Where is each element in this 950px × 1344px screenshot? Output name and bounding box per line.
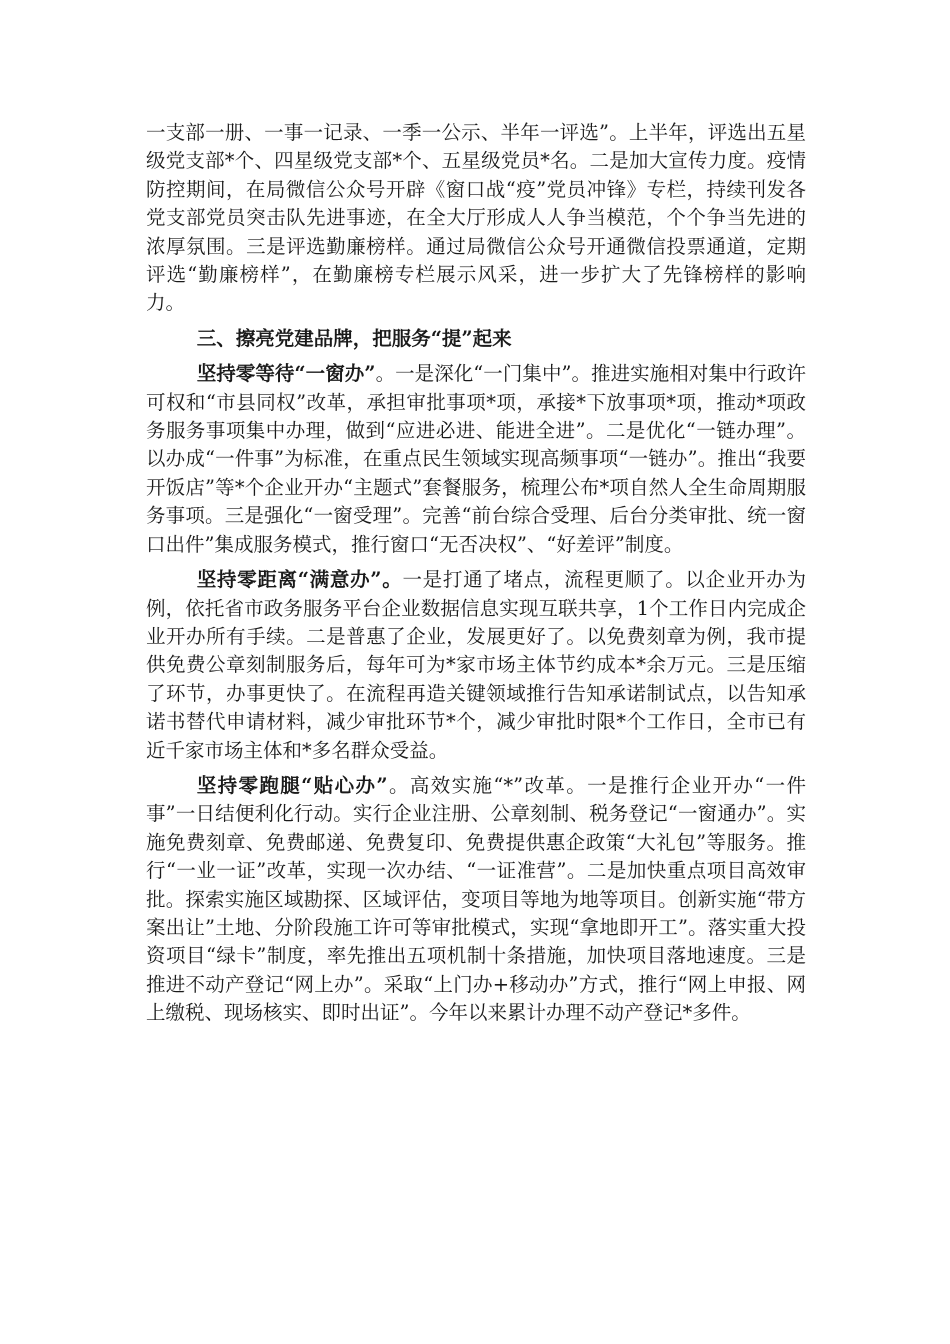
paragraph-body: 。高效实施“*”改革。一是推行企业开办“一件事”一日结便利化行动。实行企业注册、公章刻制、税务登记“一窗通办”。实施免费刻章、免费邮递、免费复印、免费提供惠企政策“大礼包”等服务。推行“一业一证”改革，实现一次办结、“一证准营”。二是加快重点项目高效审批。探索实施区域勘探、区域评估，变项目等地为地等项目。创新实施“带方案出让”土地、分阶段施工许可等审批模式，实现“拿地即开工”。落实重大投资项目“绿卡”制度，率先推出五项机制十条措施，加快项目落地速度。三是推进不动产登记“网上办”。采取“上门办+移动办”方式，推行“网上申报、网上缴税、现场核实、即时出证”。今年以来累计办理不动产登记*多件。 bbox=[146, 773, 806, 1025]
paragraph-lead: 坚持零距离“满意办”。 bbox=[196, 568, 403, 592]
paragraph-body: 一是打通了堵点，流程更顺了。以企业开办为例，依托省市政务服务平台企业数据信息实现互联共享，1个工作日内完成企业开办所有手续。二是普惠了企业，发展更好了。以免费刻章为例，我市提供免费公章刻制服务后，每年可为*家市场主体节约成本*余万元。三是压缩了环节，办事更快了。在流程再造关键领域推行告知承诺制试点，以告知承诺书替代申请材料，减少审批环节*个，减少审批时限*个工作日，全市已有近千家市场主体和*多名群众受益。 bbox=[146, 568, 806, 762]
document-body bbox=[146, 119, 806, 1028]
section-heading: 三、擦亮党建品牌，把服务“提”起来 bbox=[196, 326, 512, 350]
paragraph-zero-distance bbox=[146, 566, 806, 765]
paragraph-body: 。一是深化“一门集中”。推进实施相对集中行政许可权和“市县同权”改革，承担审批事项*项，承接*下放事项*项，推动*项政务服务事项集中办理，做到“应进必进、能进全进”。二是优化“一链办理”。以办成“一件事”为标准，在重点民生领域实现高频事项“一链办”。推出“我要开饭店”等*个企业开办“主题式”套餐服务，梳理公布*项自然人全生命周期服务事项。三是强化“一窗受理”。完善“前台综合受理、后台分类审批、统一窗口出件”集成服务模式，推行窗口“无否决权”、“好差评”制度。 bbox=[146, 362, 806, 556]
paragraph-zero-waiting bbox=[146, 360, 806, 559]
intro-paragraph: 一支部一册、一事一记录、一季一公示、半年一评选”。上半年，评选出五星级党支部*个、四星级党支部*个、五星级党员*名。二是加大宣传力度。疫情防控期间，在局微信公众号开辟《窗口战“疫”党员冲锋》专栏，持续刊发各党支部党员突击队先进事迹，在全大厅形成人人争当模范，个个争当先进的浓厚氛围。三是评选勤廉榜样。通过局微信公众号开通微信投票通道，定期评选“勤廉榜样”，在勤廉榜专栏展示风采，进一步扩大了先锋榜样的影响力。 bbox=[146, 121, 806, 315]
paragraph-zero-errands bbox=[146, 772, 806, 1028]
paragraph-lead: 坚持零等待“一窗办” bbox=[196, 362, 376, 386]
paragraph-lead: 坚持零跑腿“贴心办” bbox=[196, 773, 388, 797]
